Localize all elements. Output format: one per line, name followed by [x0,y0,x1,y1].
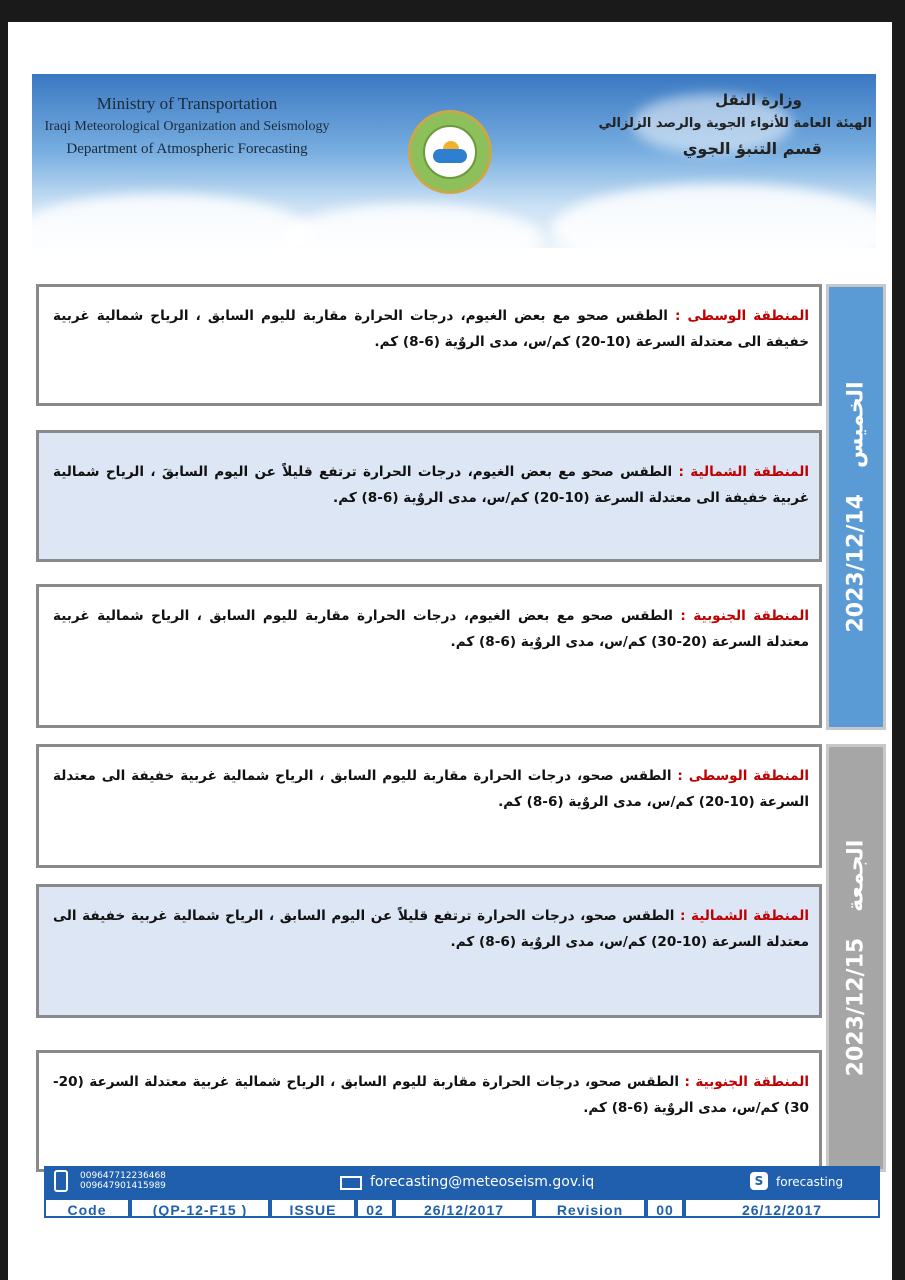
letterhead-banner [32,74,876,248]
date-band-day2 [826,744,886,1172]
envelope-icon [340,1176,362,1190]
forecast-box-day1-south [36,584,822,728]
document-code-bar [44,1198,880,1218]
date-label [844,381,869,632]
forecast-body: الطقس صحو، درجات الحرارة مقاربة لليوم السابق ، الرياح شمالية غربية معتدلة السرعة (20-30) كم/س، مدى الروٌية (6-8) كم. [53,1074,809,1116]
issue-label: ISSUE [270,1198,356,1218]
cloud-decoration [32,194,312,248]
forecast-text [53,1069,809,1121]
region-name: المنطقة الجنوبية : [684,1074,809,1090]
arabic-heading [572,88,872,162]
organization-name-en: Iraqi Meteorological Organization and Seismology [44,119,330,134]
organization-name-ar: الهيئة العامة للأنواء الجوية والرصد الزلزالي [598,116,872,131]
revision-date: 26/12/2017 [684,1198,880,1218]
revision-label: Revision [534,1198,646,1218]
forecast-text [53,303,809,355]
phone-number: 009647712236468 [80,1171,166,1181]
forecast-box-day2-south [36,1050,822,1172]
cloud-decoration [552,184,876,248]
contact-bar [44,1166,880,1198]
forecast-body: الطقس صحو، درجات الحرارة ترتفع قليلاً عن اليوم السابق ، الرياح شمالية غربية خفيفة الى معتدلة السرعة (10-20) كم/س، مدى الروٌية (6-8) كم. [53,908,809,950]
region-name: المنطقة الجنوبية : [680,608,809,624]
region-name: المنطقة الشمالية : [679,908,810,924]
day-name: الجمعة [843,839,869,912]
skype-name: forecasting [776,1175,844,1189]
issue-number: 02 [356,1198,394,1218]
department-name-en: Department of Atmospheric Forecasting [66,141,308,157]
region-name: المنطقة الشمالية : [678,464,809,480]
date-value: 2023/12/15 [843,937,869,1077]
english-heading [32,92,342,161]
forecast-box-day2-central [36,744,822,868]
issue-date: 26/12/2017 [394,1198,534,1218]
date-band-day1 [826,284,886,730]
forecast-body: الطقس صحو مع بعض الغيوم، درجات الحرارة مقاربة لليوم السابق ، الرياح شمالية غربية خفيفة الى معتدلة السرعة (10-20) كم/س، مدى الروٌية (6-8) كم. [53,308,809,350]
phone-icon [54,1170,68,1192]
phone-number: 009647901415989 [80,1181,166,1191]
code-label: Code [44,1198,130,1218]
forecast-box-day1-central [36,284,822,406]
forecast-box-day1-north [36,430,822,562]
forecast-text [53,903,809,955]
forecast-body: الطقس صحو، درجات الحرارة مقاربة لليوم السابق ، الرياح شمالية غربية خفيفة الى معتدلة السرعة (10-20) كم/س، مدى الروٌية (6-8) كم. [53,768,809,810]
region-name: المنطقة الوسطى : [677,768,809,784]
code-value: (QP-12-F15 ) [130,1198,270,1218]
date-value: 2023/12/14 [843,493,869,633]
region-name: المنطقة الوسطى : [675,308,809,324]
day-name: الخميس [843,381,869,468]
date-label [844,840,869,1077]
forecast-body: الطقس صحو مع بعض الغيوم، درجات الحرارة مقاربة لليوم السابق ، الرياح شمالية غربية معتدلة السرعة (20-30) كم/س، مدى الروٌية (6-8) كم. [53,608,809,650]
phone-numbers [80,1171,166,1191]
forecast-box-day2-north [36,884,822,1018]
skype-icon: S [750,1172,768,1190]
cloud-icon [433,149,467,163]
forecast-text [53,763,809,815]
ministry-name-en: Ministry of Transportation [96,94,278,113]
email-address: forecasting@meteoseism.gov.iq [370,1174,595,1190]
cloud-decoration [282,204,542,248]
ministry-name-ar: وزارة النقل [715,91,802,109]
document-footer [44,1166,880,1218]
logo-inner [423,125,477,179]
department-name-ar: قسم التنبؤ الجوي [682,139,822,158]
revision-number: 00 [646,1198,684,1218]
forecast-body: الطقس صحو مع بعض الغيوم، درجات الحرارة ترتفع قليلاً عن اليوم السابقَ ، الرياح شمالية غربية خفيفة الى معتدلة السرعة (10-20) كم/س، مدى الروٌية (6-8) كم. [53,464,809,506]
forecast-text [53,459,809,511]
organization-seal-logo [408,110,492,194]
forecast-text [53,603,809,655]
